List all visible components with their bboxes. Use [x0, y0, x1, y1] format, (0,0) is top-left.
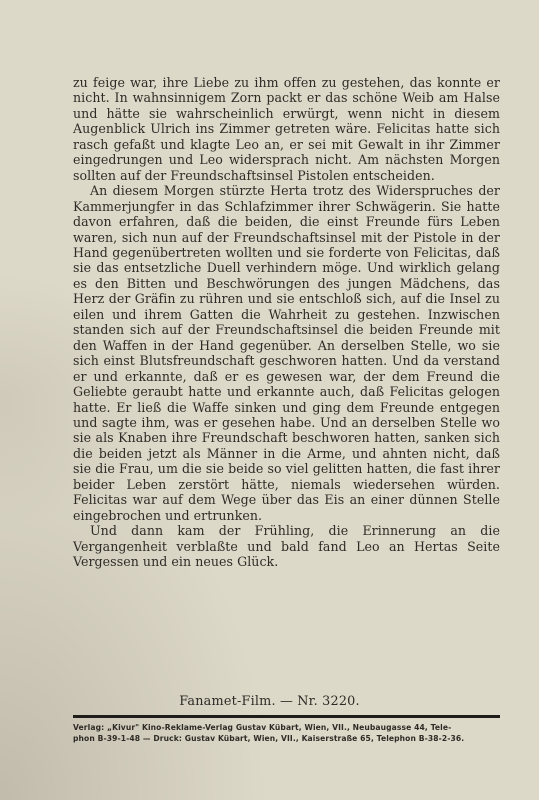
imprint	[73, 722, 500, 744]
paragraph-2: An diesem Morgen stürzte Herta trotz des Widerspruches der Kammerjungfer in das Schlafzimmer ihrer Schwägerin. Sie hatte davon erfahren, daß die beiden, die einst Freunde fürs Leben waren, sich nun auf der Freundschaftsinsel mit der Pistole in der Hand gegenübertreten wollten und sie forderte von Felicitas, daß sie das entsetzliche Duell verhindern möge. Und wirklich gelang es den Bitten und Beschwörungen des jungen Mädchens, das Herz der Gräfin zu rühren und sie entschloß sich, auf die Insel zu eilen und ihrem Gatten die Wahrheit zu gestehen. Inzwischen standen sich auf der Freundschaftsinsel die beiden Freunde mit den Waffen in der Hand gegenüber. An derselben Stelle, wo sie sich einst Blutsfreundschaft geschworen hatten. Und da verstand er und erkannte, daß er es gewesen war, der dem Freund die Geliebte geraubt hatte und erkannte auch, daß Felicitas gelogen hatte. Er ließ die Waffe sinken und ging dem Freunde entgegen und sagte ihm, was er gesehen habe. Und an derselben Stelle wo sie als Knaben ihre Freundschaft beschworen hatten, sanken sich die beiden jetzt als Männer in die Arme, und ahnten nicht, daß sie die Frau, um die sie beide so viel gelitten hatten, die fast ihrer beider Leben zerstört hätte, niemals wiedersehen würden. Felicitas war auf dem Wege über das Eis an einer dünnen Stelle eingebrochen und ertrunken.	[73, 183, 500, 523]
imprint-line-1: Verlag: „Kivur" Kino-Reklame-Verlag Gustav Kübart, Wien, VII., Neubaugasse 44, Tele-	[73, 723, 452, 732]
paragraph-3: Und dann kam der Frühling, die Erinnerung an die Vergangenheit verblaßte und bald fand Leo an Hertas Seite Vergessen und ein neues Glück.	[73, 523, 500, 570]
publisher-line: Fanamet-Film. — Nr. 3220.	[179, 694, 360, 709]
story-text	[73, 75, 500, 570]
footer-rule	[73, 715, 500, 718]
imprint-line-2: phon B-39-1-48 — Druck: Gustav Kübart, Wien, VII., Kaiserstraße 65, Telephon B-38-2-36.	[73, 734, 465, 743]
paragraph-1: zu feige war, ihre Liebe zu ihm offen zu gestehen, das konnte er nicht. In wahnsinnigem Zorn packt er das schöne Weib am Halse und hätte sie wahrscheinlich erwürgt, wenn nicht in diesem Augenblick Ulrich ins Zimmer getreten wäre. Felicitas hatte sich rasch gefaßt und klagte Leo an, er sei mit Gewalt in ihr Zimmer eingedrungen und Leo widersprach nicht. Am nächsten Morgen sollten auf der Freundschaftsinsel Pistolen entscheiden.	[73, 75, 500, 183]
